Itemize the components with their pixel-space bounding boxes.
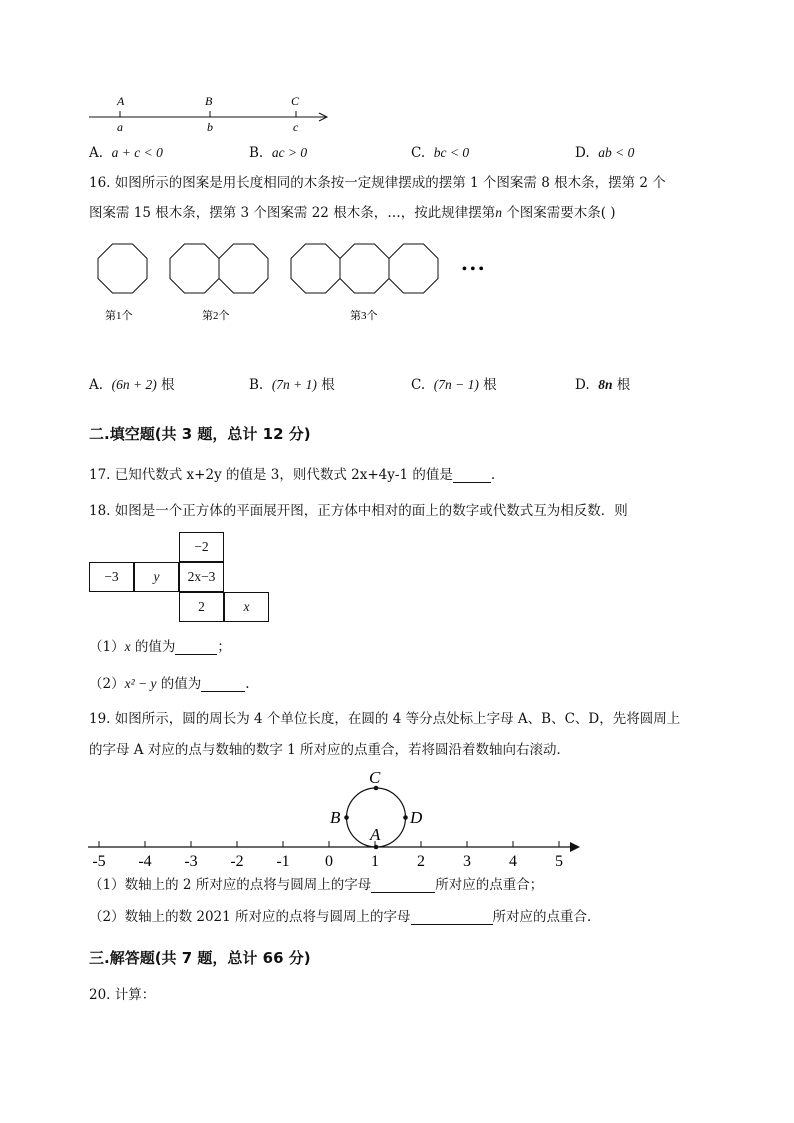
cube-face-top: −2 [179, 532, 224, 562]
q19-sub2-blank[interactable] [411, 910, 493, 925]
cube-face-x: x [224, 592, 269, 622]
q18-text: 18. 如图是一个正方体的平面展开图，正方体中相对的面上的数字或代数式互为相反数．则 [89, 503, 628, 519]
circle-point-d [403, 815, 408, 820]
q16-option-a[interactable]: A. (6n + 2) 根 [89, 377, 175, 393]
svg-text:A: A [117, 94, 125, 108]
tick-label: -1 [276, 853, 290, 870]
q16-text-line2: 图案需 15 根木条，摆第 3 个图案需 22 根木条，…，按此规律摆第n 个图案需要木条( ) [89, 205, 616, 221]
tick-label: 0 [325, 853, 333, 870]
q19-text-line2: 的字母 A 对应的点与数轴的数字 1 所对应的点重合，若将圆沿着数轴向右滚动． [89, 742, 571, 758]
ellipsis: • • • [462, 262, 484, 277]
octagon-fig3a [291, 244, 340, 293]
q15-point-b [205, 94, 213, 134]
q16-text-line1: 16. 如图所示的图案是用长度相同的木条按一定规律摆成的摆第 1 个图案需 8 根木条，摆第 2 个 [89, 175, 666, 191]
circle-letter-c: C [369, 768, 381, 787]
cube-face-left: −3 [89, 562, 134, 592]
q18-sub1-blank[interactable] [175, 640, 217, 655]
svg-text:a: a [117, 120, 123, 134]
tick-label: 1 [371, 853, 379, 870]
tick-label: 3 [463, 853, 471, 870]
q18-sub2: （2）x² − y 的值为 . [89, 676, 250, 692]
q16-octagon-figures [90, 238, 510, 328]
tick-label: 4 [509, 853, 517, 870]
octagon-fig2a [170, 244, 219, 293]
tick-label: 5 [555, 853, 563, 870]
q16-option-d[interactable]: D. 8n 根 [575, 377, 631, 393]
svg-text:B: B [205, 94, 213, 108]
q18-sub2-blank[interactable] [201, 677, 245, 692]
octagon-fig3c [389, 244, 438, 293]
figure-label-3: 第3个 [350, 310, 378, 322]
q15-point-a [116, 94, 125, 134]
section2-title: 二.填空题(共 3 题，总计 12 分) [89, 425, 311, 443]
figure-label-2: 第2个 [202, 310, 230, 322]
octagon-fig1 [98, 244, 147, 293]
tick-label: -4 [138, 853, 152, 870]
q15-option-d[interactable]: D. ab < 0 [575, 145, 635, 161]
q17-answer-blank[interactable] [453, 468, 491, 483]
svg-text:c: c [293, 120, 299, 134]
tick-label: -2 [230, 853, 244, 870]
svg-text:C: C [291, 94, 300, 108]
q15-option-b[interactable]: B. ac > 0 [249, 145, 308, 161]
circle-letter-b: B [330, 808, 341, 827]
q15-point-c [291, 94, 300, 134]
q19-text-line1: 19. 如图所示，圆的周长为 4 个单位长度，在圆的 4 等分点处标上字母 A、B、C、D，先将圆周上 [89, 711, 681, 727]
cube-face-bottom: 2 [179, 592, 224, 622]
octagon-fig3b [340, 244, 389, 293]
q19-sub1: （1）数轴上的 2 所对应的点将与圆周上的字母 所对应的点重合； [89, 877, 544, 893]
q16-option-b[interactable]: B. (7n + 1) 根 [249, 377, 335, 393]
circle-letter-a: A [370, 825, 381, 844]
tick-label: -5 [92, 853, 106, 870]
number-line-ticks [92, 841, 563, 870]
q15-number-line [86, 90, 336, 138]
circle-letter-d: D [410, 808, 423, 827]
q20-text: 20. 计算： [89, 987, 156, 1003]
q16-option-c[interactable]: C. (7n − 1) 根 [411, 377, 497, 393]
q15-option-a[interactable]: A. a + c < 0 [89, 145, 163, 161]
octagon-fig2b [219, 244, 268, 293]
cube-net [89, 532, 271, 624]
section3-title: 三.解答题(共 7 题，总计 66 分) [89, 949, 311, 967]
q19-sub2: （2）数轴上的数 2021 所对应的点将与圆周上的字母 所对应的点重合． [89, 909, 601, 925]
q15-option-c[interactable]: C. bc < 0 [411, 145, 470, 161]
q19-sub1-blank[interactable] [371, 878, 435, 893]
tick-label: -3 [184, 853, 198, 870]
figure-label-1: 第1个 [105, 310, 133, 322]
circle-point-a [374, 845, 379, 850]
cube-face-y: y [134, 562, 179, 592]
svg-text:b: b [207, 120, 213, 134]
q18-sub1: （1）x 的值为 ； [89, 639, 231, 655]
cube-face-center: 2x−3 [179, 562, 224, 592]
q19-diagram [80, 765, 590, 870]
circle-point-b [344, 815, 349, 820]
tick-label: 2 [417, 853, 425, 870]
q17-text: 17. 已知代数式 x+2y 的值是 3，则代数式 2x+4y-1 的值是 . [89, 467, 496, 483]
